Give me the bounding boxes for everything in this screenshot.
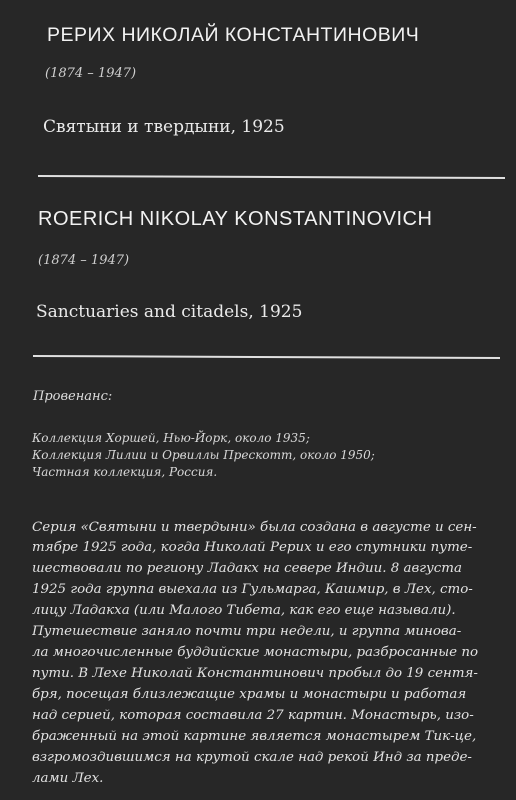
artist-name-ru: РЕРИХ НИКОЛАЙ КОНСТАНТИНОВИЧ <box>47 24 420 46</box>
artist-dates-ru: (1874 – 1947) <box>45 66 137 81</box>
description-line: лами Лех. <box>32 771 104 786</box>
description-line: ла многочисленные буддийские монастыри, разбросанные по <box>32 645 479 660</box>
description-line: Серия «Святыни и твердыни» была создана в августе и сен- <box>32 520 477 535</box>
divider-1 <box>38 175 505 179</box>
description-line: лицу Ладакха (или Малого Тибета, как его еще называли). <box>32 603 456 618</box>
work-title-en: Sanctuaries and citadels, 1925 <box>36 302 303 322</box>
artist-dates-en: (1874 – 1947) <box>38 253 130 268</box>
description-line: над серией, которая составила 27 картин. Монастырь, изо- <box>32 708 474 723</box>
description-line: пути. В Лехе Николай Константинович пробыл до 19 сентя- <box>32 666 478 681</box>
provenance-entry: Коллекция Лилии и Орвиллы Прескотт, около 1950; <box>32 448 375 462</box>
provenance-list <box>32 430 375 481</box>
description-line: Путешествие заняло почти три недели, и группа минова- <box>32 624 462 639</box>
provenance-entry: Частная коллекция, Россия. <box>32 465 218 479</box>
description-line: взгромоздившимся на крутой скале над рекой Инд за преде- <box>32 750 472 765</box>
provenance-entry: Коллекция Хоршей, Нью-Йорк, около 1935; <box>32 431 310 445</box>
description-line: браженный на этой картине является монастырем Тик-це, <box>32 729 477 744</box>
description-line: 1925 года группа выехала из Гульмарга, Кашмир, в Лех, сто- <box>32 582 473 597</box>
divider-2 <box>33 355 500 359</box>
artist-name-en: ROERICH NIKOLAY KONSTANTINOVICH <box>38 208 433 230</box>
description-line: тябре 1925 года, когда Николай Рерих и его спутники путе- <box>32 540 473 555</box>
description-line: шествовали по региону Ладакх на севере Индии. 8 августа <box>32 561 462 576</box>
provenance-heading: Провенанс: <box>33 389 113 404</box>
work-title-ru: Святыни и твердыни, 1925 <box>43 117 285 137</box>
description-line: бря, посещая близлежащие храмы и монастыри и работая <box>32 687 467 702</box>
